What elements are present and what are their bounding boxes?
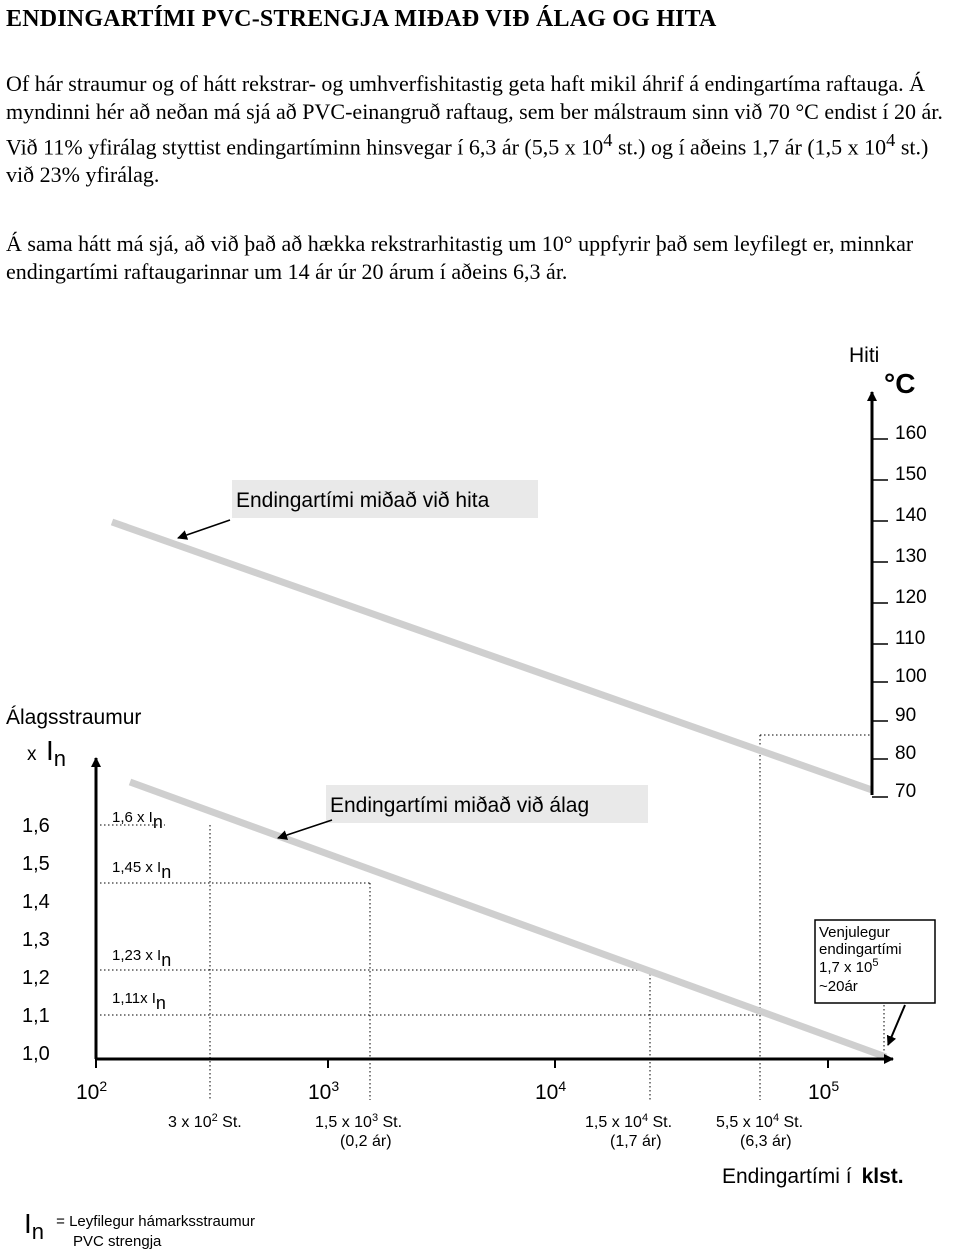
x-tick-label: $10^5$: [808, 1078, 840, 1104]
svg-text:1,7 x 105: 1,7 x $10^5$: [819, 957, 879, 976]
right-tick-label: 100: [895, 666, 927, 687]
time-marker-label: 3 x $10^2$ St.: [168, 1112, 242, 1131]
right-tick-label: 160: [895, 423, 927, 444]
time-marker-years: (6,3 ár): [740, 1133, 792, 1150]
time-markers: [168, 1112, 803, 1150]
left-axis-unit: $I_n$: [46, 735, 67, 771]
left-tick-label: 1,3: [22, 929, 50, 951]
x-tick-label: $10^4$: [535, 1078, 567, 1104]
right-tick-label: 110: [895, 628, 926, 649]
left-tick-label: 1,1: [22, 1005, 50, 1027]
left-tick-label: 1,4: [22, 891, 50, 913]
temperature-series-label: Endingartími miðað við hita: [236, 489, 490, 512]
normal-life-arrow: [888, 1005, 905, 1045]
time-marker-years: (1,7 ár): [610, 1133, 662, 1150]
load-label-arrow: [278, 820, 332, 838]
load-annotation: 1,23 x In: [112, 947, 172, 970]
load-annotation: 1,6 x In: [112, 809, 163, 832]
time-marker-label: 1,5 x $10^3$ St.: [315, 1112, 403, 1131]
right-tick-label: 70: [895, 781, 917, 802]
series-line-temperature: [112, 522, 872, 790]
temperature-paragraph: Á sama hátt má sjá, að við það að hækka rekstrarhitastig um 10° uppfyrir það sem leyfilegt er, minnkar endingartími raftaugarinnar um 14 ár úr 20 árum í aðeins 6,3 ár.: [6, 231, 914, 284]
x-tick-label: $10^3$: [308, 1078, 340, 1104]
temperature-label-arrow: [178, 520, 230, 538]
x-tick-label: $10^2$: [76, 1078, 108, 1104]
time-marker-label: 1,5 x $10^4$ St.: [585, 1112, 673, 1131]
left-tick-label: 1,2: [22, 967, 50, 989]
svg-text:~20ár: ~20ár: [819, 978, 858, 995]
left-tick-label: 1,6: [22, 815, 50, 837]
series-line-load: [130, 782, 886, 1057]
load-annotation: 1,45 x In: [112, 859, 172, 882]
svg-text:Venjulegur: Venjulegur: [819, 924, 890, 941]
right-tick-label: 120: [895, 587, 927, 608]
right-tick-label: 130: [895, 546, 927, 567]
load-series-label: Endingartími miðað við álag: [330, 794, 590, 817]
left-axis-label: Álagsstraumur: [6, 706, 142, 729]
footnote-line2: PVC strengja: [73, 1233, 162, 1250]
load-annotations: [112, 809, 171, 1013]
right-axis-label: Hiti: [849, 344, 880, 367]
intro-paragraph: Of hár straumur og of hátt rekstrar- og umhverfishitastig geta haft mikil áhrif á endingartíma raftauga. Á myndinni hér að neðan má sjá að PVC-einangruð raftaug, sem ber málstraum sinn við 70 °C endist í 20 ár. Við 11% yfirálag styttist endingartíminn hinsvegar í 6,3 ár (5,5 x $10^4$ st.) og í aðeins 1,7 ár (1,5 x $10^4$ st.) við 23% yfirálag.: [6, 71, 943, 188]
left-axis-ticks: [22, 815, 50, 1065]
right-tick-label: 140: [895, 505, 927, 526]
footnote-symbol: $I_n$: [24, 1208, 45, 1244]
right-axis-ticks: [872, 423, 927, 802]
left-tick-label: 1,0: [22, 1043, 50, 1065]
time-marker-label: 5,5 x $10^4$ St.: [716, 1112, 804, 1131]
page-title: ENDINGARTÍMI PVC-STRENGJA MIÐAÐ VIÐ ÁLAG OG HITA: [6, 6, 717, 32]
left-tick-label: 1,5: [22, 853, 50, 875]
right-tick-label: 80: [895, 743, 917, 764]
footnote-line1: = Leyfilegur hámarksstraumur: [52, 1213, 255, 1230]
svg-text:endingartími: endingartími: [819, 941, 902, 958]
x-axis-label: Endingartími í klst.: [722, 1165, 904, 1188]
x-axis-ticks: [76, 1059, 839, 1104]
time-marker-years: (0,2 ár): [340, 1133, 392, 1150]
load-annotation: 1,11x In: [112, 990, 166, 1013]
right-axis-unit: °C: [884, 368, 916, 399]
right-tick-label: 150: [895, 464, 927, 485]
left-axis-unit-prefix: x: [27, 744, 37, 765]
right-tick-label: 90: [895, 705, 917, 726]
